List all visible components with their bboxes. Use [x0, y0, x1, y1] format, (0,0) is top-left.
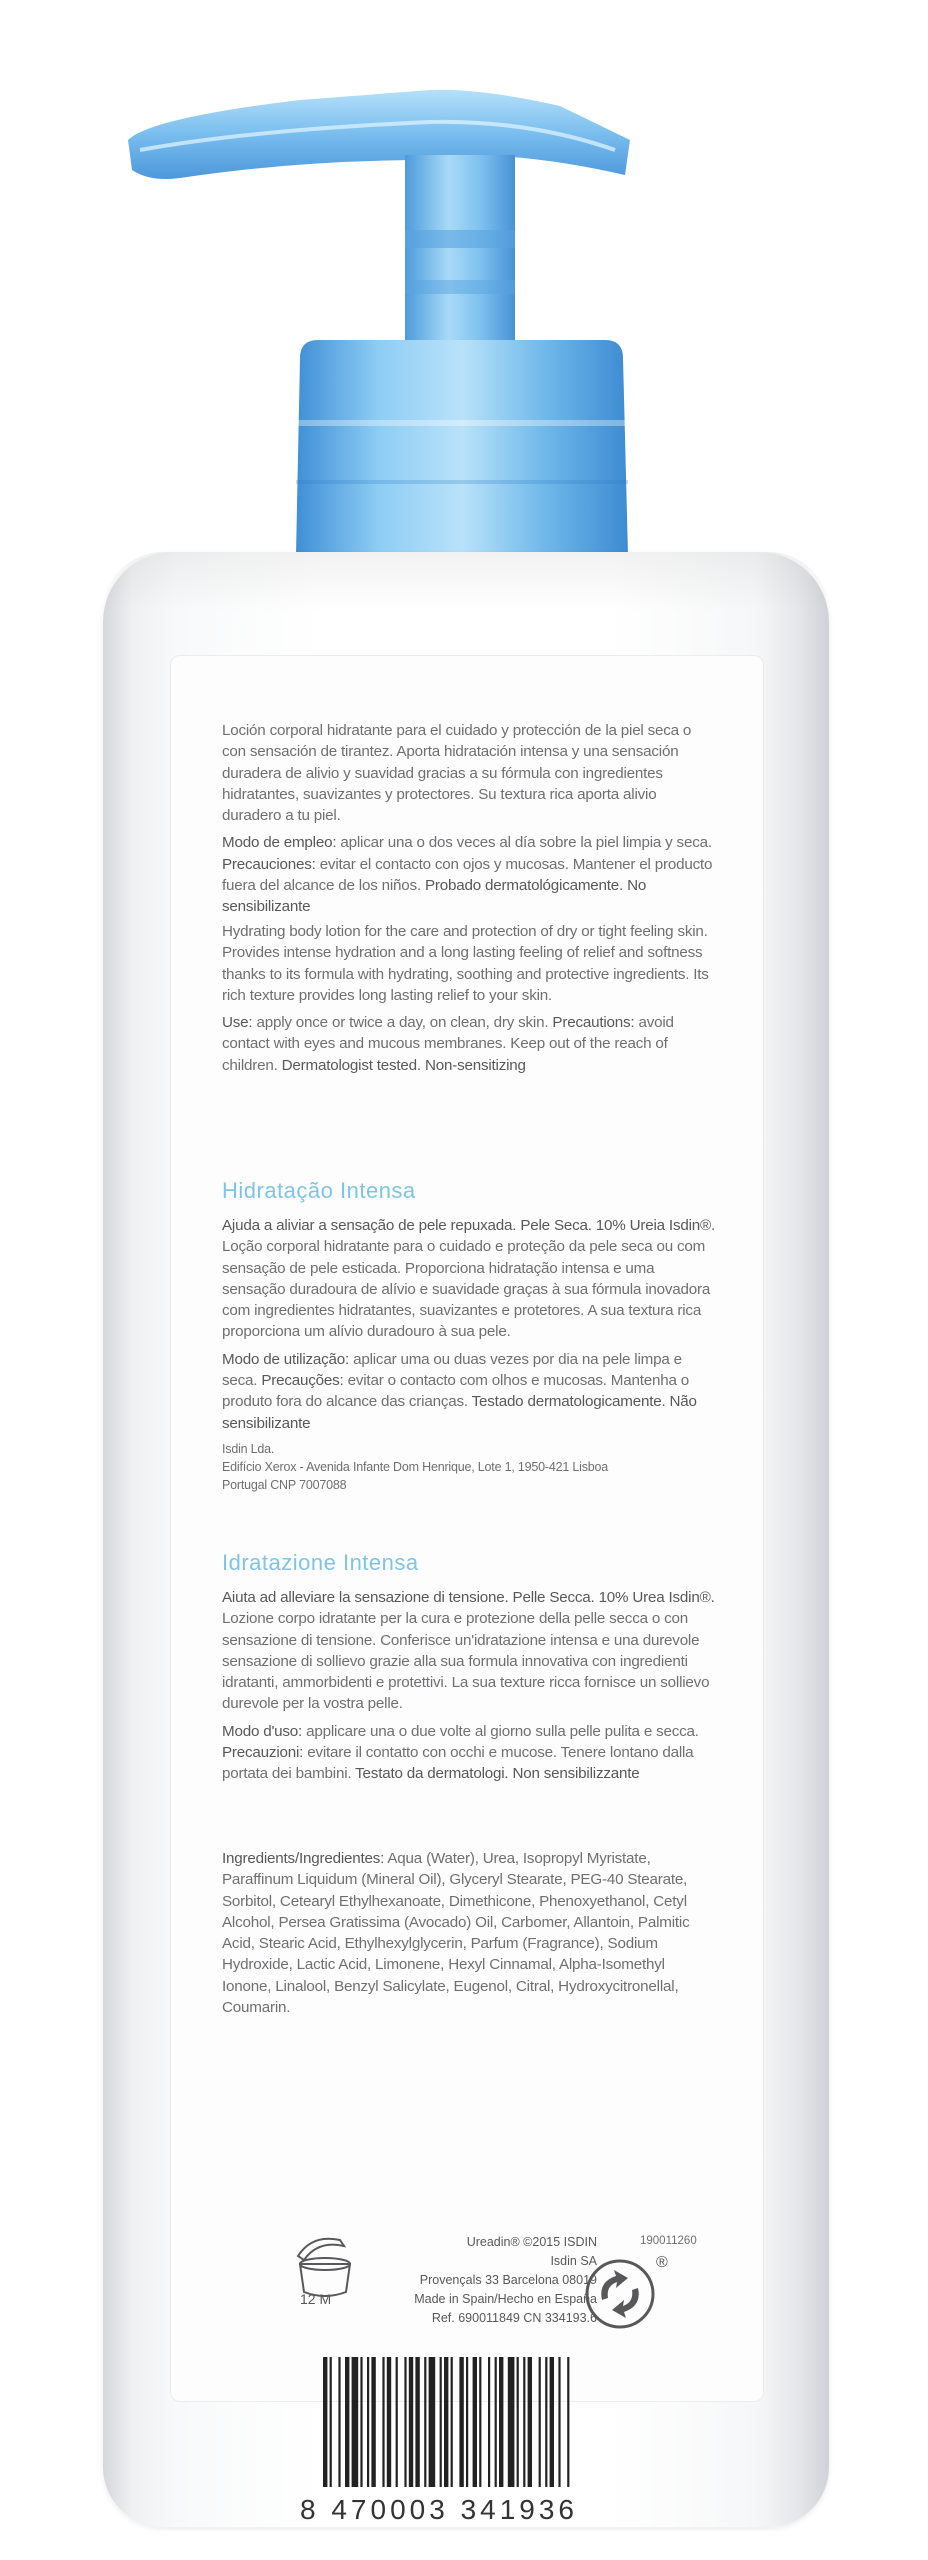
barcode-bar	[473, 2357, 477, 2487]
pump-cap	[296, 340, 628, 555]
barcode-bar	[360, 2357, 362, 2487]
pt-claim: Ajuda a aliviar a sensação de pele repuxada. Pele Seca. 10% Ureia Isdin®.	[222, 1217, 716, 1234]
manufacturer-info: Ureadin® ©2015 ISDIN Isdin SA Provençals 33 Barcelona 08019 Made in Spain/Hecho en España Ref. 690011849 CN 334193.6	[414, 2235, 597, 2325]
barcode-bar	[371, 2357, 375, 2487]
pt-heading: Hidratação Intensa	[222, 1178, 416, 1203]
barcode-bar	[558, 2357, 560, 2487]
barcode-bar	[382, 2357, 384, 2487]
barcode-bar	[488, 2357, 490, 2487]
barcode-bar	[404, 2357, 406, 2487]
barcode-bar	[424, 2357, 426, 2487]
barcode-bar	[352, 2357, 359, 2487]
barcode-bar	[444, 2357, 448, 2487]
bottle-shoulder	[103, 552, 829, 612]
barcode-bar	[387, 2357, 391, 2487]
barcode-bar	[539, 2357, 541, 2487]
italian-text	[222, 1587, 718, 1791]
barcode-bar	[459, 2357, 463, 2487]
barcode-bar	[517, 2357, 519, 2487]
barcode-bar	[528, 2357, 532, 2487]
es-intro: Loción corporal hidratante para el cuidado y protección de la piel seca o con sensación de tirantez. Aporta hidratación intensa y una sensación duradera de alivio y suavidad gracias a su fórmula con ingredientes hidratantes, suavizantes y protectores. Su textura rica aporta alivio duradero a tu piel.	[222, 722, 692, 825]
spanish-text	[222, 720, 718, 924]
barcode-bar	[499, 2357, 503, 2487]
pt-usage: Modo de utilização: aplicar uma ou duas vezes por dia na pele limpa e seca. Precauções: evitar o contacto com olhos e mucosas. Mantenha o produto fora do alcance das crianças. Testado dermatologicamente. Não sensibilizante	[222, 1350, 697, 1432]
barcode-bar	[451, 2357, 453, 2487]
ingredients-block	[222, 1848, 718, 2024]
barcode-bar	[330, 2357, 332, 2487]
ingredients-list: Ingredients/Ingredientes: Aqua (Water), Urea, Isopropyl Myristate, Paraffinum Liquidum (Mineral Oil), Glyceryl Stearate, PEG-40 Stearate, Sorbitol, Cetearyl Ethylhexanoate, Dimethicone, Phenoxyethanol, Cetyl Alcohol, Persea Gratissima (Avocado) Oil, Carbomer, Allantoin, Palmitic Acid, Stearic Acid, Ethylhexylglycerin, Parfum (Fragrance), Sodium Hydroxide, Lactic Acid, Limonene, Hexyl Cinnamal, Alpha-Isomethyl Ionone, Linalool, Benzyl Salicylate, Eugenol, Citral, Hydroxycitronellal, Coumarin.	[222, 1850, 690, 2017]
en-usage: Use: apply once or twice a day, on clean, dry skin. Precautions: avoid contact with eyes and mucous membranes. Keep out of the reach of children. Dermatologist tested. Non-sensitizing	[222, 1014, 674, 1074]
barcode-bar	[479, 2357, 481, 2487]
english-text	[222, 921, 718, 1082]
barcode-bar	[345, 2357, 349, 2487]
barcode-bar	[367, 2357, 369, 2487]
es-usage: Modo de empleo: aplicar una o dos veces al día sobre la piel limpia y seca. Precauciones: evitar el contacto con ojos y mucosas. Mantener el producto fuera del alcance de los niños. Probado dermatológicamente. No sensibilizante	[222, 834, 713, 916]
portuguese-text	[222, 1215, 718, 1494]
registered-mark: ®	[656, 2254, 668, 2271]
pt-intro: Loção corporal hidratante para o cuidado e proteção da pele seca ou com sensação de pele esticada. Proporciona hidratação intensa e uma sensação duradoura de alívio e suavidade graças à sua fórmula inovadora com ingredientes hidratantes, suavizantes e protetores. A sua textura rica proporciona um alívio duradouro à sua pele.	[222, 1238, 711, 1341]
en-intro: Hydrating body lotion for the care and protection of dry or tight feeling skin. Provides intense hydration and a long lasting feeling of relief and softness thanks to its formula with hydrating, soothing and protective ingredients. Its rich texture provides long lasting relief to your skin.	[222, 923, 709, 1004]
barcode-number: 8 470003 341936	[300, 2494, 578, 2525]
barcode-bar	[466, 2357, 468, 2487]
barcode-bar	[429, 2357, 436, 2487]
barcode-bar	[523, 2357, 525, 2487]
barcode-bar	[440, 2357, 442, 2487]
barcode	[323, 2357, 653, 2517]
it-claim: Aiuta ad alleviare la sensazione di tensione. Pelle Secca. 10% Urea Isdin®.	[222, 1589, 715, 1606]
barcode-bar	[508, 2357, 515, 2487]
pt-address: Isdin Lda. Edifício Xerox - Avenida Infante Dom Henrique, Lote 1, 1950-421 Lisboa Portugal CNP 7007088	[222, 1441, 609, 1492]
recycle-icon	[584, 2258, 656, 2330]
barcode-bar	[409, 2357, 413, 2487]
barcode-bar	[338, 2357, 340, 2487]
barcode-bar	[550, 2357, 554, 2487]
barcode-bar	[323, 2357, 327, 2487]
barcode-bar	[567, 2357, 569, 2487]
pao-label: 12 M	[300, 2291, 332, 2307]
it-heading: Idratazione Intensa	[222, 1550, 419, 1575]
it-usage: Modo d'uso: applicare una o due volte al giorno sulla pelle pulita e secca. Precauzioni: evitare il contatto con occhi e mucose. Tenere lontano dalla portata dei bambini. Testato da dermatologi. Non sensibilizzante	[222, 1722, 699, 1783]
barcode-bar	[396, 2357, 398, 2487]
barcode-bar	[545, 2357, 547, 2487]
barcode-bar	[495, 2357, 497, 2487]
pump-stem	[405, 155, 515, 355]
batch-code: 190011260	[640, 2235, 697, 2247]
barcode-bar	[415, 2357, 419, 2487]
it-intro: Lozione corpo idratante per la cura e protezione della pelle secca o con sensazione di tensione. Conferisce un'idratazione intensa e una durevole sensazione di sollievo grazie alla sua formula innovativa con ingredienti idratanti, ammorbidenti e protettivi. La sua texture ricca fornisce un sollievo durevole per la vostra pelle.	[222, 1610, 710, 1713]
pump-dispenser	[0, 0, 928, 580]
